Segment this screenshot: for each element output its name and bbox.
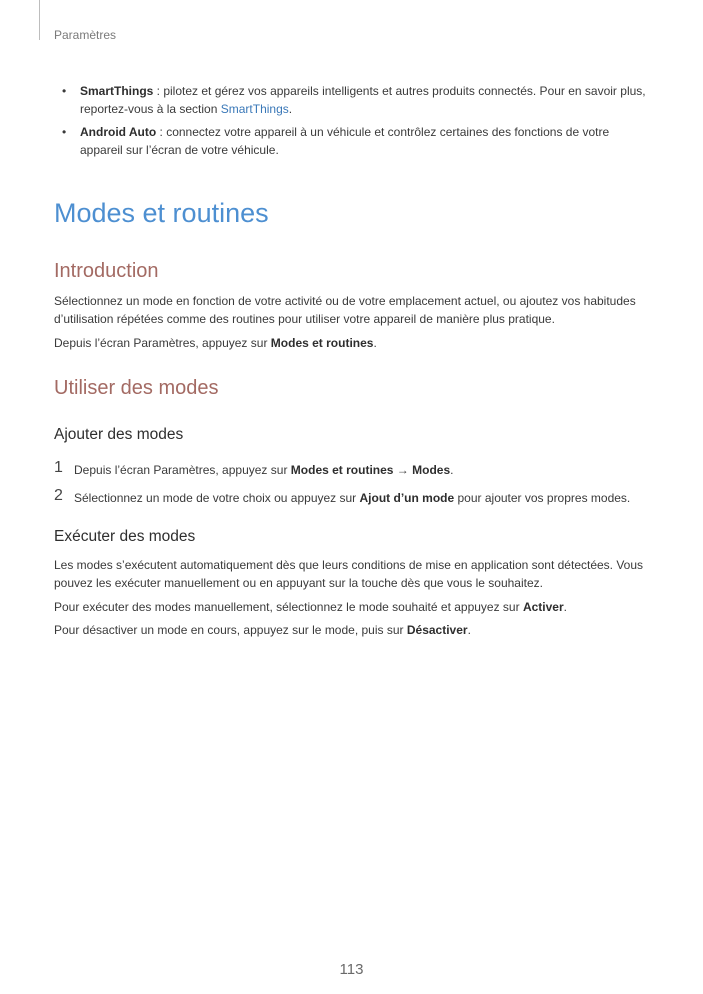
activate-text: Pour exécuter des modes manuellement, sélectionnez le mode souhaité et appuyez sur: [54, 600, 523, 614]
arrow-icon: →: [393, 463, 413, 477]
page-number: 113: [339, 961, 364, 978]
bullet-dot: •: [62, 125, 67, 139]
deactivate-text: Pour désactiver un mode en cours, appuyez sur le mode, puis sur: [54, 623, 407, 637]
intro-instruction-end: .: [373, 336, 377, 350]
deactivate-bold: Désactiver: [406, 623, 468, 637]
smartthings-link[interactable]: SmartThings: [220, 102, 289, 116]
step-text: [74, 489, 630, 507]
activate-bold: Activer: [522, 600, 564, 614]
step-text-end: .: [450, 463, 454, 477]
step-number: 2: [54, 487, 63, 504]
bullet-list: [54, 82, 654, 164]
intro-instruction-text: Depuis l’écran Paramètres, appuyez sur: [54, 336, 271, 350]
bullet-dot: •: [62, 84, 67, 98]
bullet-term: SmartThings: [80, 84, 154, 98]
bullet-text: : connectez votre appareil à un véhicule et contrôlez certaines des fonctions de votre appareil sur l’écran de votre véhicule.: [80, 125, 610, 157]
run-modes-deactivate: [54, 621, 654, 639]
activate-end: .: [563, 600, 567, 614]
bullet-term: Android Auto: [80, 125, 157, 139]
step-text-start: Sélectionnez un mode de votre choix ou appuyez sur: [74, 491, 360, 505]
step-text-end: pour ajouter vos propres modes.: [454, 491, 631, 505]
intro-heading: Introduction: [54, 260, 159, 282]
header-rule: [39, 0, 40, 40]
run-modes-paragraph: Les modes s’exécutent automatiquement dès que leurs conditions de mise en application sont détectées. Vous pouvez les exécuter manuellement ou en appuyant sur la touche dès que vous le souhaitez.: [54, 558, 644, 590]
intro-instruction: [54, 334, 654, 352]
intro-instruction-bold: Modes et routines: [270, 336, 374, 350]
step-text-start: Depuis l’écran Paramètres, appuyez sur: [74, 463, 291, 477]
step-number: 1: [54, 459, 63, 476]
page-title: Modes et routines: [54, 198, 269, 228]
bullet-android-auto: [54, 123, 654, 159]
use-modes-heading: Utiliser des modes: [54, 377, 219, 399]
bullet-smartthings: [54, 82, 654, 118]
add-modes-heading: Ajouter des modes: [54, 426, 184, 443]
intro-paragraph: Sélectionnez un mode en fonction de votre activité ou de votre emplacement actuel, ou ajoutez vos habitudes d’utilisation répétées comme des routines pour utiliser votre appareil de manière plus pratique.: [54, 294, 636, 326]
run-modes-heading: Exécuter des modes: [54, 528, 196, 545]
bullet-text-end: .: [288, 102, 293, 116]
step-bold: Modes: [412, 463, 451, 477]
running-header: Paramètres: [54, 28, 117, 42]
deactivate-end: .: [467, 623, 471, 637]
step-text: [74, 461, 454, 479]
step-bold: Ajout d’un mode: [359, 491, 455, 505]
run-modes-activate: [54, 598, 654, 616]
step-bold: Modes et routines: [290, 463, 394, 477]
bullet-text: : pilotez et gérez vos appareils intelligents et autres produits connectés. Pour en savoir plus, reportez-vous à la section: [80, 84, 646, 116]
